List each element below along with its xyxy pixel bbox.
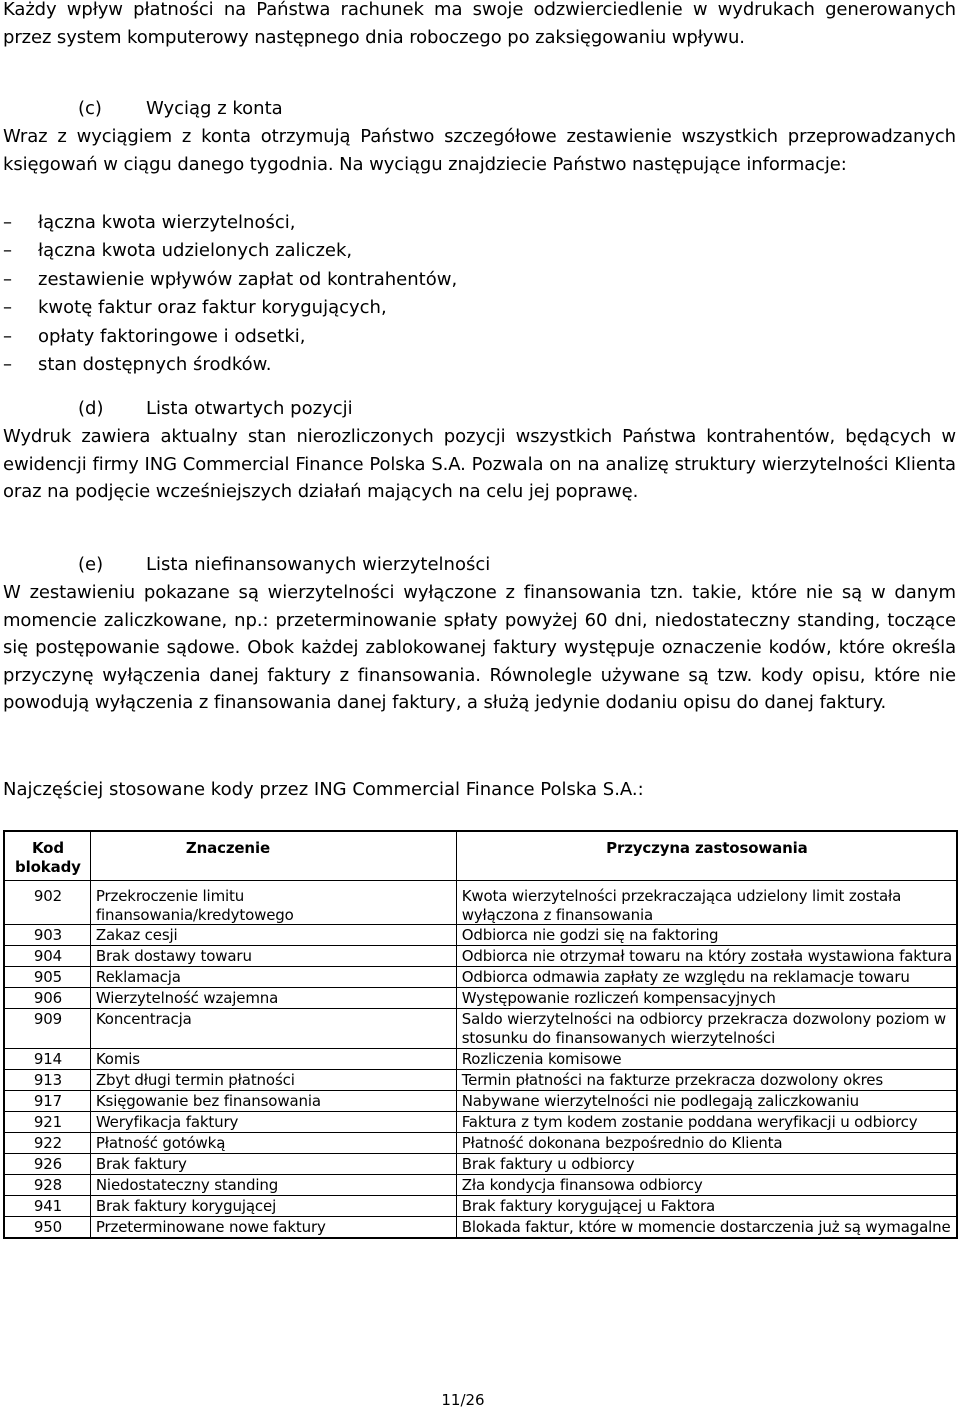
code-cell: 909: [4, 1009, 90, 1049]
reason-cell: Saldo wierzytelności na odbiorcy przekracza dozwolony poziom w stosunku do finansowanych wierzytelności: [456, 1009, 957, 1049]
header-reason: Przyczyna zastosowania: [456, 831, 957, 881]
table-row: [4, 1112, 957, 1133]
code-cell: 914: [4, 1049, 90, 1070]
section-e-body: W zestawieniu pokazane są wierzytelności wyłączone z finansowania tzn. takie, które nie są w danym momencie zaliczkowane, np.: przeterminowanie spłaty powyżej 60 dni, niedostateczny standing, toczące się postępowanie sądowe. Obok każdej zablokowanej faktury występuje oznaczenie kodów, które określa przyczynę wyłączenia danej faktury z finansowania. Równolegle używane są tzw. kody opisu, które nie powodują wyłączenia z finansowania danej faktury, a służą jedynie dodaniu opisu do danej faktury.: [3, 582, 956, 713]
table-row: [4, 1009, 957, 1049]
reason-cell: Termin płatności na fakturze przekracza dozwolony okres: [456, 1070, 957, 1091]
section-e-marker: (e): [78, 554, 104, 575]
reason-cell: Odbiorca nie otrzymał towaru na który została wystawiona faktura: [456, 946, 957, 967]
table-row: [4, 1154, 957, 1175]
header-meaning: Znaczenie: [90, 831, 456, 881]
table-row: [4, 1070, 957, 1091]
table-row: [4, 1196, 957, 1217]
code-cell: 922: [4, 1133, 90, 1154]
meaning-cell: Zbyt długi termin płatności: [90, 1070, 456, 1091]
reason-cell: Płatność dokonana bezpośrednio do Klienta: [456, 1133, 957, 1154]
meaning-cell: Przekroczenie limitu finansowania/kredytowego: [90, 881, 456, 925]
list-item: – zestawienie wpływów zapłat od kontrahentów,: [3, 266, 457, 294]
code-cell: 926: [4, 1154, 90, 1175]
meaning-cell: Reklamacja: [90, 967, 456, 988]
meaning-cell: Niedostateczny standing: [90, 1175, 456, 1196]
code-cell: 917: [4, 1091, 90, 1112]
table-row: [4, 1133, 957, 1154]
meaning-cell: Zakaz cesji: [90, 925, 456, 946]
table-header-row: [4, 831, 957, 881]
dash-bullet: –: [3, 268, 12, 290]
code-cell: 905: [4, 967, 90, 988]
code-cell: 928: [4, 1175, 90, 1196]
section-e-title: Lista niefinansowanych wierzytelności: [146, 554, 491, 575]
list-item: – kwotę faktur oraz faktur korygujących,: [3, 294, 457, 322]
section-c-marker: (c): [78, 98, 102, 119]
codes-intro: Najczęściej stosowane kody przez ING Commercial Finance Polska S.A.:: [3, 779, 644, 800]
meaning-cell: Brak dostawy towaru: [90, 946, 456, 967]
section-c-title: Wyciąg z konta: [146, 98, 283, 119]
section-c-body: Wraz z wyciągiem z konta otrzymują Państwo szczegółowe zestawienie wszystkich przeprowadzanych księgowań w ciągu danego tygodnia. Na wyciągu znajdziecie Państwo następujące informacje:: [3, 126, 956, 175]
reason-cell: Brak faktury u odbiorcy: [456, 1154, 957, 1175]
code-cell: 921: [4, 1112, 90, 1133]
reason-cell: Kwota wierzytelności przekraczająca udzielony limit została wyłączona z finansowania: [456, 881, 957, 925]
reason-cell: Brak faktury korygującej u Faktora: [456, 1196, 957, 1217]
table-row: [4, 946, 957, 967]
section-d-title: Lista otwartych pozycji: [146, 398, 353, 419]
header-code: Kod blokady: [4, 831, 90, 881]
meaning-cell: Brak faktury korygującej: [90, 1196, 456, 1217]
section-d-heading: [78, 395, 353, 423]
dash-bullet: –: [3, 354, 12, 376]
meaning-cell: Przeterminowane nowe faktury: [90, 1217, 456, 1239]
dash-bullet: –: [3, 240, 12, 262]
section-d-body: Wydruk zawiera aktualny stan nierozliczonych pozycji wszystkich Państwa kontrahentów, będących w ewidencji firmy ING Commercial Finance Polska S.A. Pozwala on na analizę struktury wierzytelności Klienta oraz na podjęcie wcześniejszych działań mających na celu jej poprawę.: [3, 426, 956, 502]
table-row: [4, 988, 957, 1009]
meaning-cell: Koncentracja: [90, 1009, 456, 1049]
meaning-cell: Płatność gotówką: [90, 1133, 456, 1154]
reason-cell: Występowanie rozliczeń kompensacyjnych: [456, 988, 957, 1009]
code-cell: 903: [4, 925, 90, 946]
table-row: [4, 1091, 957, 1112]
dash-bullet: –: [3, 325, 12, 347]
list-item: – łączna kwota udzielonych zaliczek,: [3, 237, 457, 265]
section-c-heading: [78, 95, 283, 123]
table-row: [4, 1049, 957, 1070]
meaning-cell: Komis: [90, 1049, 456, 1070]
reason-cell: Odbiorca nie godzi się na faktoring: [456, 925, 957, 946]
list-item: – łączna kwota wierzytelności,: [3, 209, 457, 237]
code-cell: 902: [4, 881, 90, 925]
code-cell: 941: [4, 1196, 90, 1217]
code-cell: 904: [4, 946, 90, 967]
list-item: – stan dostępnych środków.: [3, 351, 457, 379]
reason-cell: Blokada faktur, które w momencie dostarczenia już są wymagalne: [456, 1217, 957, 1239]
table-row: [4, 1217, 957, 1239]
meaning-cell: Weryfikacja faktury: [90, 1112, 456, 1133]
table-body: [4, 881, 957, 1239]
meaning-cell: Wierzytelność wzajemna: [90, 988, 456, 1009]
table-row: [4, 967, 957, 988]
table-row: [4, 881, 957, 925]
page-number: 11/26: [441, 1391, 485, 1409]
dash-bullet: –: [3, 297, 12, 319]
reason-cell: Zła kondycja finansowa odbiorcy: [456, 1175, 957, 1196]
meaning-cell: Brak faktury: [90, 1154, 456, 1175]
reason-cell: Faktura z tym kodem zostanie poddana weryfikacji u odbiorcy: [456, 1112, 957, 1133]
table-row: [4, 925, 957, 946]
section-e-heading: [78, 551, 490, 579]
reason-cell: Odbiorca odmawia zapłaty ze względu na reklamacje towaru: [456, 967, 957, 988]
code-cell: 950: [4, 1217, 90, 1239]
reason-cell: Nabywane wierzytelności nie podlegają zaliczkowaniu: [456, 1091, 957, 1112]
intro-paragraph: Każdy wpływ płatności na Państwa rachunek ma swoje odzwierciedlenie w wydrukach generowanych przez system komputerowy następnego dnia roboczego po zaksięgowaniu wpływu.: [3, 0, 956, 48]
blocking-codes-table: [3, 830, 958, 1239]
reason-cell: Rozliczenia komisowe: [456, 1049, 957, 1070]
section-d-marker: (d): [78, 398, 104, 419]
list-item: – opłaty faktoringowe i odsetki,: [3, 323, 457, 351]
table-row: [4, 1175, 957, 1196]
meaning-cell: Księgowanie bez finansowania: [90, 1091, 456, 1112]
statement-info-list: [3, 209, 457, 379]
code-cell: 913: [4, 1070, 90, 1091]
dash-bullet: –: [3, 212, 12, 233]
code-cell: 906: [4, 988, 90, 1009]
